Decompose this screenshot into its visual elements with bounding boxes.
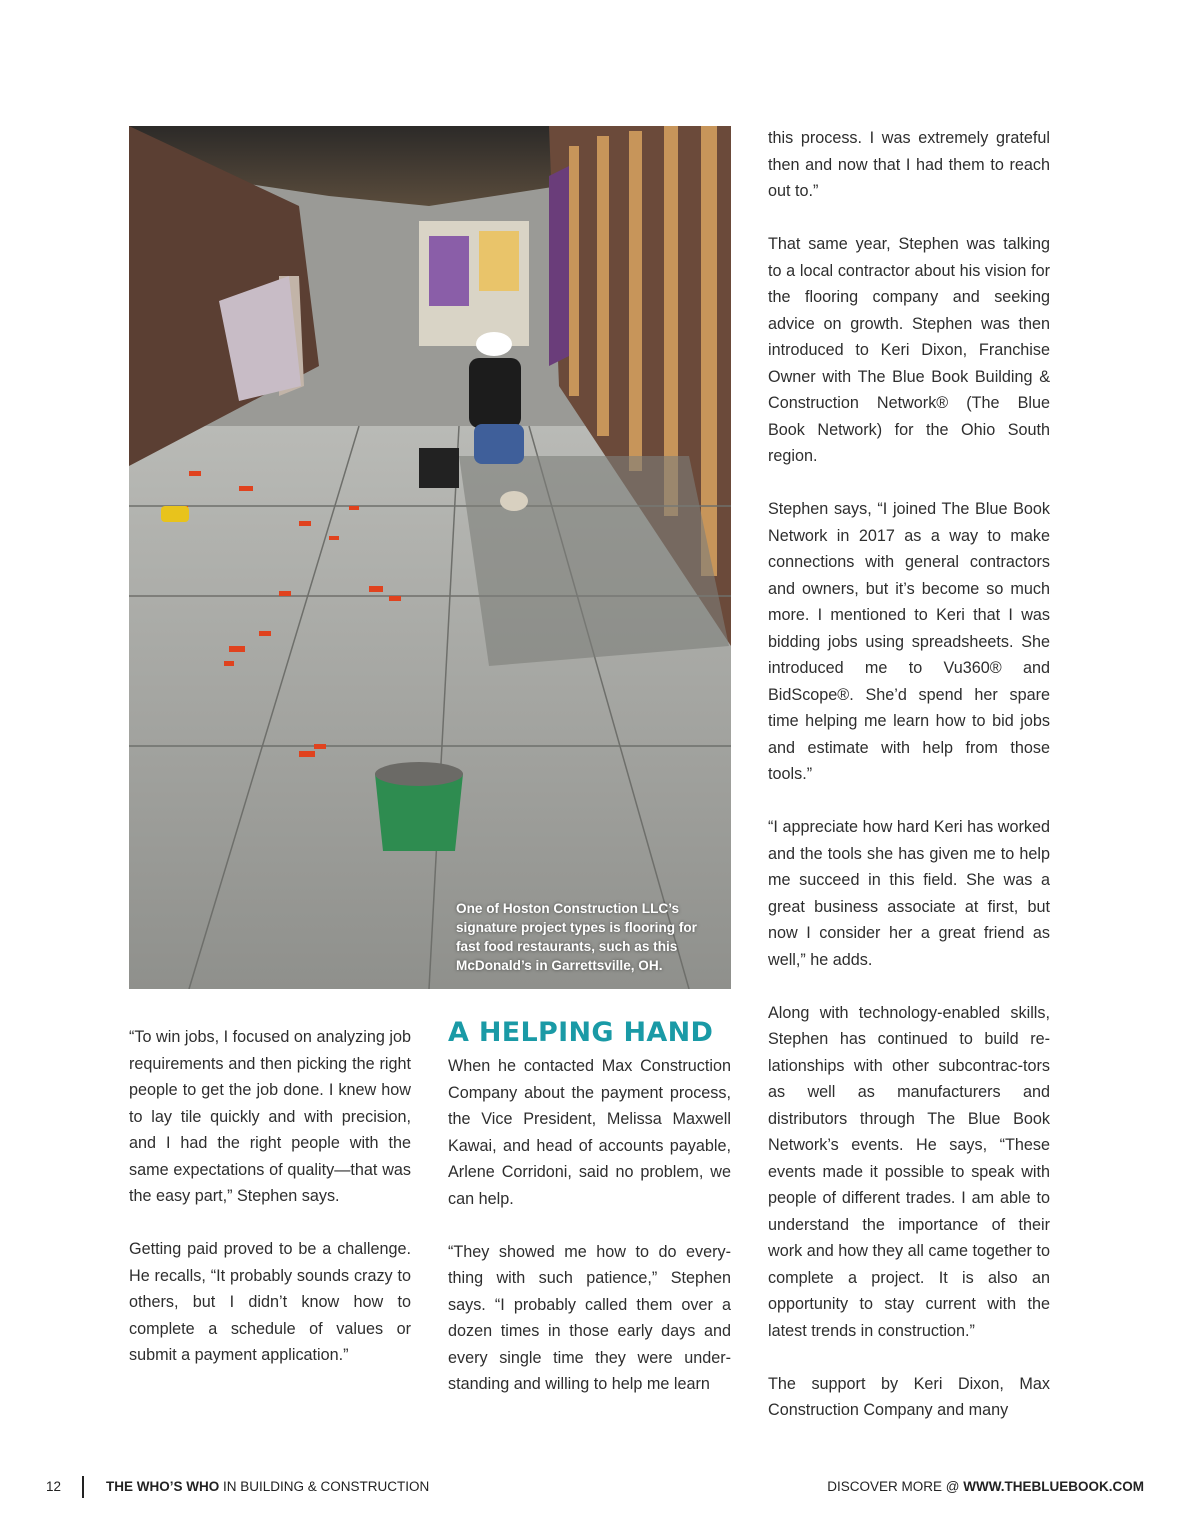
photo-caption: One of Hoston Construction LLC’s signature project types is flooring for fast food restaurants, such as this McDonald’s in Garrettsville, OH. [456,901,697,973]
publication-title-rest: IN BUILDING & CONSTRUCTION [219,1479,430,1494]
publication-title-bold: THE WHO’S WHO [106,1479,220,1494]
right-paragraph-3: Stephen says, “I joined The Blue Book Network in 2017 as a way to make connections with general contractors and owners, but it’s become so much more. I mentioned to Keri that I was bidding jobs using spreadsheets. She introduced me to Vu360® and BidScope®. She’d spend her spare time helping me learn how to bid jobs and estimate with help from those tools.” [768,500,1050,783]
construction-photo [129,126,731,989]
discover-more [827,1479,1144,1494]
footer-divider [82,1476,84,1498]
middle-paragraph-2: “They showed me how to do every-thing with such patience,” Stephen says. “I probably called them over a dozen times in those early days and every single time they were under-standing and willing to help me learn [448,1242,731,1393]
website-link[interactable]: WWW.THEBLUEBOOK.COM [963,1479,1144,1494]
right-paragraph-1: this process. I was extremely grateful then and now that I had them to reach out to.” [768,129,1050,200]
middle-column [448,1016,731,1424]
right-paragraph-4: “I appreciate how hard Keri has worked and the tools she has given me to help me succeed in this field. She was a great business associate at first, but now I consider her a great friend as well,” he adds. [768,818,1050,969]
right-paragraph-2: That same year, Stephen was talking to a local contractor about his vision for the flooring company and seeking advice on growth. Stephen was then introduced to Keri Dixon, Franchise Owner with The Blue Book Building & Construction Network® (The Blue Book Network) for the Ohio South region. [768,235,1050,465]
right-paragraph-6: The support by Keri Dixon, Max Construction Company and many [768,1374,1050,1419]
page-footer [0,1477,1200,1499]
page-number: 12 [46,1479,62,1494]
tile-floor-illustration [129,126,731,989]
right-column [768,125,1050,1450]
publication-title [106,1479,429,1494]
discover-prefix: DISCOVER MORE @ [827,1479,964,1494]
right-paragraph-5: Along with technology-enabled skills, Stephen has continued to build re-lationships with other subcontrac-tors as well as manufacturers and distributors through The Blue Book Network’s events. He says, “These events made it possible to speak with people of different trades. I am able to understand the importance of their work and how they all came together to complete a project. It is also an opportunity to stay current with the latest trends in construction.” [768,1003,1050,1340]
left-column [129,1024,411,1395]
section-heading: A HELPING HAND [448,1017,714,1048]
middle-paragraph-1: When he contacted Max Construction Company about the payment process, the Vice President, Melissa Maxwell Kawai, and head of accounts payable, Arlene Corridoni, said no problem, we can help. [448,1057,731,1208]
left-paragraph-2: Getting paid proved to be a challenge. He recalls, “It probably sounds crazy to others, but I didn’t know how to complete a schedule of values or submit a payment application.” [129,1240,411,1364]
left-paragraph-1: “To win jobs, I focused on analyzing job requirements and then picking the right people to get the job done. I knew how to lay tile quickly and with precision, and I had the right people with the same expectations of quality—that was the easy part,” Stephen says. [129,1028,411,1205]
